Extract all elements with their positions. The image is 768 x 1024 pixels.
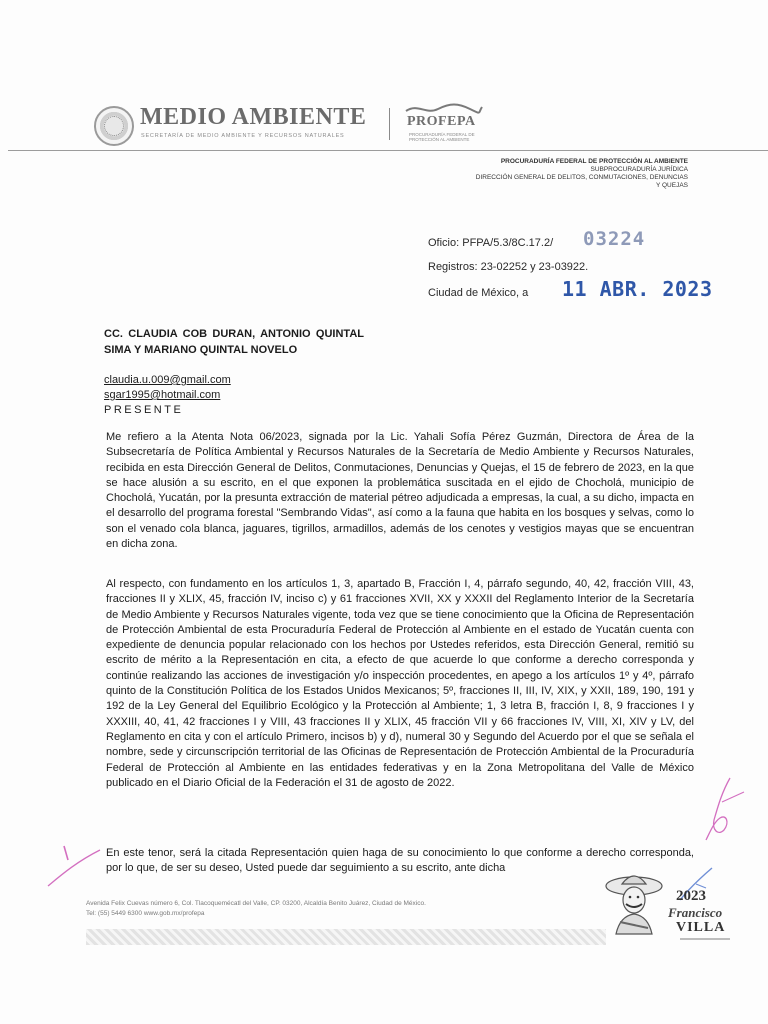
profepa-wave-icon — [404, 101, 484, 115]
footer-address — [86, 899, 426, 919]
brand-subtitle: SECRETARÍA DE MEDIO AMBIENTE Y RECURSOS NATURALES — [141, 133, 345, 139]
emblem-underline — [680, 938, 730, 940]
agency-line: PROCURADURÍA FEDERAL DE PROTECCIÓN AL AMBIENTE — [500, 158, 688, 165]
handwritten-signature-mark — [700, 774, 750, 844]
emblem-name: Francisco — [668, 905, 723, 920]
emblem-surname: VILLA — [676, 920, 726, 935]
recipient-email-link[interactable]: sgar1995@hotmail.com — [104, 389, 221, 401]
profepa-logo-subtitle: PROCURADURÍA FEDERAL DE PROTECCIÓN AL AMBIENTE — [409, 132, 475, 142]
date-stamp: 11 ABR. 2023 — [562, 277, 713, 301]
body-paragraph: En este tenor, será la citada Representación quien haga de su conocimiento lo que conforme a derecho corresponda, por lo que, de ser su deseo, Usted puede dar seguimiento a su escrito, ante dicha — [106, 847, 694, 875]
oficio-number-stamp: 03224 — [583, 228, 646, 250]
footer-contact-line: Tel: (55) 5449 6300 www.gob.mx/profepa — [86, 910, 205, 917]
handwritten-mark-left — [46, 836, 106, 892]
emblem-year: 2023 — [676, 888, 706, 904]
brand-title: MEDIO AMBIENTE — [140, 104, 367, 130]
header-rule — [8, 150, 768, 151]
registros-line: Registros: 23-02252 y 23-03922. — [428, 261, 589, 273]
government-seal-icon — [94, 106, 134, 146]
agency-line: Y QUEJAS — [655, 182, 688, 189]
profepa-logo-text: PROFEPA — [407, 114, 476, 129]
body-paragraph: Me refiero a la Atenta Nota 06/2023, signada por la Lic. Yahali Sofía Pérez Guzmán, Directora de Área de la Subsecretaría de Política Ambiental y Recursos Naturales de la Secretaría de Medio Ambiente y Recursos Naturales, recibida en esta Dirección General de Delitos, Conmutaciones, Denuncias y Quejas, el 15 de febrero de 2023, en la que se hace alusión a su escrito, en el que exponen la problemática suscitada en el ejido de Chocholá, municipio de Chocholá, Yucatán, por la presunta extracción de material pétreo adjudicada a empresas, la cual, a su dicho, impacta en el desarrollo del programa forestal "Sembrando Vidas", así como a la fauna que habita en los bosques y selvas, como lo son el venado cola blanca, jaguares, tigrillos, armadillos, además de los cenotes y vestigios mayas que se encuentran en dicha zona. — [106, 431, 694, 551]
agency-line: SUBPROCURADURÍA JURÍDICA — [590, 166, 688, 173]
recipient-names: CC. CLAUDIA COB DURAN, ANTONIO QUINTAL SIMA Y MARIANO QUINTAL NOVELO — [104, 328, 364, 356]
footer-pattern-band — [86, 929, 606, 945]
recipient-email-link[interactable]: claudia.u.009@gmail.com — [104, 374, 231, 386]
body-paragraph: Al respecto, con fundamento en los artículos 1, 3, apartado B, Fracción I, 4, párrafo segundo, 40, 42, fracción VIII, 43, fracciones II y XLIX, 45, fracción IV, inciso c) y 61 fracciones XVII, XX y XXXII del Reglamento Interior de la Secretaría de Medio Ambiente y Recursos Naturales vigente, toda vez que se tiene conocimiento que la Oficina de Representación de Protección Ambiental de esta Procuraduría Federal de Protección al Ambiente en el estado de Yucatán cuenta con expediente de denuncia popular relacionado con los hechos por Ustedes referidos, esta Dirección General, remitió su escrito de mérito a la Representación en cita, a efecto de que acuerde lo que conforme a derecho corresponda y continúe realizando las acciones de investigación y/o inspección procedentes, en apego a los artículos 1º y 4º, párrafo quinto de la Constitución Política de los Estados Unidos Mexicanos; 5º, fracciones II, III, IV, XIX, y XXII, 189, 190, 191 y 192 de la Ley General del Equilibrio Ecológico y la Protección al Ambiente; 1, 3 letra B, fracción I, 8, 9 fracciones I y XXXIII, 40, 41, 42 fracciones I y VIII, 43 fracciones II y XLIX, 45 fracción VII y 66 fracciones IV, VIII, XI, XIV y LV, del Reglamento en cita y con el artículo Primero, incisos b) y d), numeral 30 y Segundo del Acuerdo por el que se señala el nombre, sede y circunscripción territorial de las Oficinas de Representación de Protección Ambiental de la Procuraduría Federal de Protección al Ambiente en las entidades federativas y en la Zona Metropolitana del Valle de México publicado en el Diario Oficial de la Federación el 31 de agosto de 2022. — [106, 578, 694, 789]
footer-address-line: Avenida Felix Cuevas número 6, Col. Tlacoquemécatl del Valle, CP. 03200, Alcaldía Benito Juárez, Ciudad de México. — [86, 900, 426, 907]
salutation: PRESENTE — [104, 404, 184, 416]
city-date-label: Ciudad de México, a — [428, 287, 529, 299]
header-divider — [389, 108, 390, 140]
oficio-label: Oficio: PFPA/5.3/8C.17.2/ — [428, 237, 554, 249]
agency-block — [476, 158, 688, 190]
francisco-villa-emblem-icon — [604, 868, 664, 938]
agency-line: DIRECCIÓN GENERAL DE DELITOS, CONMUTACIONES, DENUNCIAS — [475, 174, 688, 181]
